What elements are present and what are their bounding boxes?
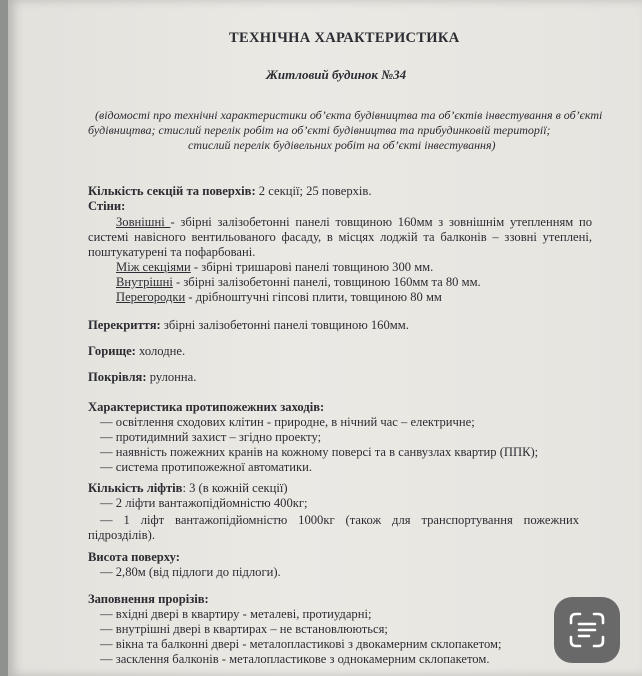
floor-height-label: Висота поверху: xyxy=(88,550,180,564)
lifts-item: — 2 ліфти вантажопідйомністю 400кг; xyxy=(100,496,308,510)
note-line-3: стислий перелік будівельних робіт на об’єкті інвестування) xyxy=(188,138,496,152)
lifts-item: підрозділів). xyxy=(88,528,155,542)
openings-item: — внутрішні двері в квартирах – не встановлюються; xyxy=(100,622,388,636)
fire-label: Характеристика протипожежних заходів: xyxy=(88,400,325,414)
attic-value: холодне. xyxy=(135,344,186,358)
walls-inner-text: - збірні залізобетонні панелі, товщиною 160мм та 80 мм. xyxy=(172,275,481,289)
walls-outer-label: Зовнішні xyxy=(116,215,171,229)
floor-height-item: — 2,80м (від підлоги до підлоги). xyxy=(100,565,281,579)
fire-item: — система протипожежної автоматики. xyxy=(100,460,313,474)
document-page xyxy=(8,0,642,676)
ceiling-value: збірні залізобетонні панелі товщиною 160мм. xyxy=(160,318,409,332)
lifts-item: — 1 ліфт вантажопідйомністю 1000кг (також для транспортування пожежних xyxy=(100,513,579,527)
walls-inner-row xyxy=(116,275,481,290)
walls-partitions-label: Перегородки xyxy=(116,290,186,304)
document-subtitle: Житловий будинок №34 xyxy=(266,67,407,82)
walls-between-label: Між секціями xyxy=(116,260,191,274)
walls-outer-text-1: - збірні залізобетонні панелі товщиною 160мм з зовнішнім утепленням по xyxy=(170,215,592,229)
walls-outer-line-3: поштукатурені та пофарбовані. xyxy=(88,245,256,259)
lifts-value: : 3 (в кожній секції) xyxy=(182,481,288,495)
walls-outer-line-2: системі навісного вентильованого фасаду, в місцях лоджій та балконів – ззовні утеплені, xyxy=(88,230,592,244)
walls-outer-line-1 xyxy=(116,215,592,230)
sections-floors-value: 2 секції; 25 поверхів. xyxy=(255,184,372,198)
walls-between-text: - збірні тришарові панелі товщиною 300 мм. xyxy=(190,260,434,274)
roof-row xyxy=(88,370,196,385)
openings-item: — засклення балконів - металопластикове з однокамерним склопакетом. xyxy=(100,652,490,666)
text-scan-button[interactable] xyxy=(554,597,620,663)
walls-inner-label: Внутрішні xyxy=(116,275,173,289)
fire-item: — освітлення сходових клітин - природне, в нічний час – електричне; xyxy=(100,415,475,429)
walls-partitions-text: - дрібноштучні гіпсові плити, товщиною 80 мм xyxy=(185,290,442,304)
ceiling-label: Перекриття: xyxy=(88,318,161,332)
sections-floors-label: Кількість секцій та поверхів: xyxy=(88,184,256,198)
document-title: ТЕХНІЧНА ХАРАКТЕРИСТИКА xyxy=(229,30,460,46)
attic-row xyxy=(88,344,185,359)
fire-item: — протидимний захист – згідно проекту; xyxy=(100,430,322,444)
note-line-1: (відомості про технічні характеристики об’єкта будівництва та об’єктів інвестування в об’єкті xyxy=(95,108,603,122)
openings-item: — вхідні двері в квартиру - металеві, протиударні; xyxy=(100,607,372,621)
ceiling-row xyxy=(88,318,409,333)
walls-label: Стіни: xyxy=(88,199,126,213)
note-line-2: будівництва; стислий перелік робіт на об’єкті будівництва та прибудинковій території; xyxy=(88,123,551,137)
lifts-row xyxy=(88,481,288,496)
openings-item: — вікна та балконні двері - металопластикові з двокамерним склопакетом; xyxy=(100,637,502,651)
attic-label: Горище: xyxy=(88,344,136,358)
walls-partitions-row xyxy=(116,290,442,305)
walls-between-row xyxy=(116,260,433,275)
fire-item: — наявність пожежних кранів на кожному поверсі та в санвузлах квартир (ППК); xyxy=(100,445,539,459)
openings-label: Заповнення прорізів: xyxy=(88,592,209,606)
text-scan-icon xyxy=(567,610,607,650)
roof-label: Покрівля: xyxy=(88,370,147,384)
roof-value: рулонна. xyxy=(146,370,197,384)
lifts-label: Кількість ліфтів xyxy=(88,481,183,495)
sections-floors-row xyxy=(88,184,372,199)
